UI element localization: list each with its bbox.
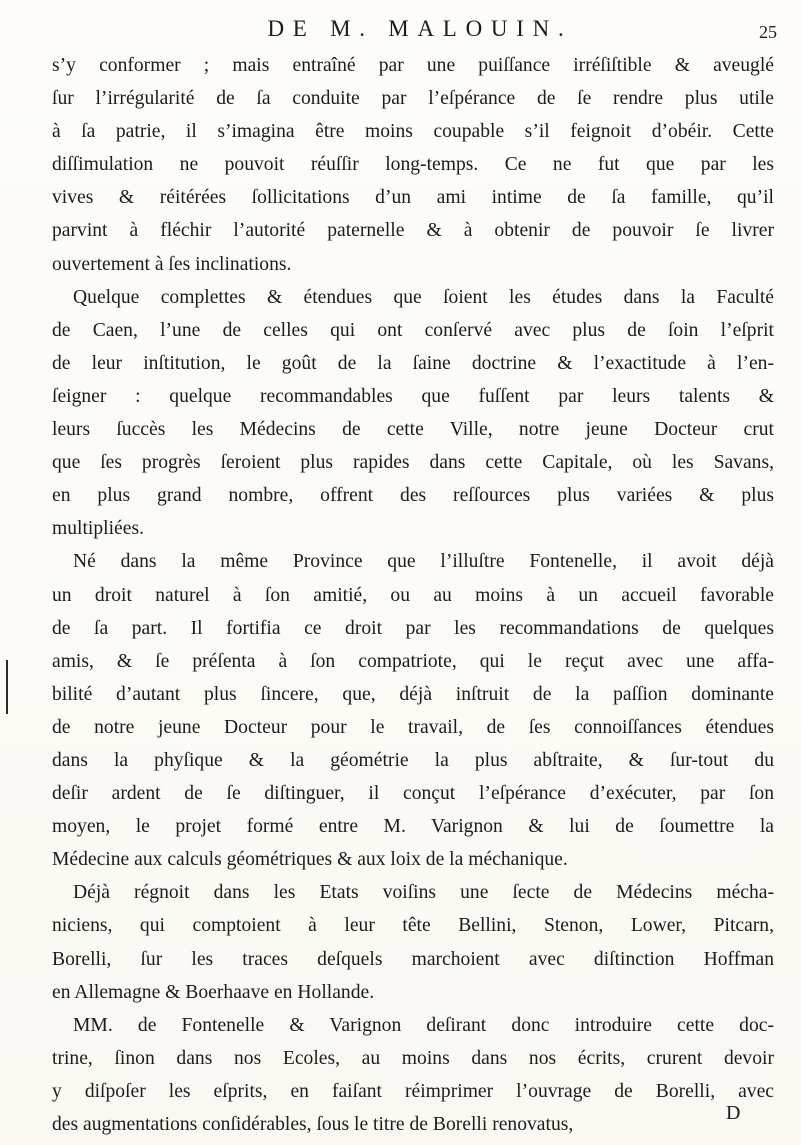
- text-line: un droit naturel à ſon amitié, ou au moins à un accueil favorable: [52, 584, 774, 606]
- body-text: [52, 49, 774, 1141]
- text-line: vives & réitérées ſollicitations d’un ami intime de ſa famille, qu’il: [52, 187, 774, 209]
- text-line: ſur l’irrégularité de ſa conduite par l’eſpérance de ſe rendre plus utile: [52, 88, 774, 110]
- text-line: de leur inſtitution, le goût de la ſaine doctrine & l’exactitude à l’en-: [52, 352, 774, 374]
- text-line: diſſimulation ne pouvoit réuſſir long-temps. Ce ne fut que par les: [52, 154, 774, 176]
- text-line: amis, & ſe préſenta à ſon compatriote, qui le reçut avec une affa-: [52, 650, 774, 672]
- text-line: Médecine aux calculs géométriques & aux loix de la méchanique.: [52, 849, 568, 871]
- text-line: Déjà régnoit dans les Etats voiſins une ſecte de Médecins mécha-: [73, 882, 774, 904]
- text-line: des augmentations conſidérables, ſous le titre de Borelli renovatus,: [52, 1114, 574, 1135]
- text-line: Né dans la même Province que l’illuſtre Fontenelle, il avoit déjà: [73, 551, 774, 573]
- text-line: Borelli, ſur les traces deſquels marchoient avec diſtinction Hoffman: [52, 948, 774, 970]
- text-line: à ſa patrie, il s’imagina être moins coupable s’il feignoit d’obéir. Cette: [52, 121, 774, 143]
- text-line: ouvertement à ſes inclinations.: [52, 253, 292, 275]
- text-line: moyen, le projet formé entre M. Varignon & lui de ſoumettre la: [52, 816, 774, 838]
- text-line: MM. de Fontenelle & Varignon deſirant donc introduire cette doc-: [73, 1014, 774, 1036]
- text-line: parvint à fléchir l’autorité paternelle & à obtenir de pouvoir ſe livrer: [52, 220, 774, 242]
- text-line: en Allemagne & Boerhaave en Hollande.: [52, 981, 375, 1003]
- running-title: DE M. MALOUIN.: [267, 16, 573, 41]
- text-line: niciens, qui comptoient à leur tête Bellini, Stenon, Lower, Pitcarn,: [52, 915, 774, 937]
- text-line: multipliées.: [52, 518, 144, 540]
- text-line: Quelque complettes & étendues que ſoient les études dans la Faculté: [73, 286, 774, 308]
- text-line: leurs ſuccès les Médecins de cette Ville, notre jeune Docteur crut: [52, 419, 774, 441]
- text-line: de notre jeune Docteur pour le travail, de ſes connoiſſances étendues: [52, 716, 774, 738]
- text-line: bilité d’autant plus ſincere, que, déjà inſtruit de la paſſion dominante: [52, 683, 774, 705]
- text-line: s’y conformer ; mais entraîné par une puiſſance irréſiſtible & aveuglé: [52, 55, 774, 76]
- text-line: que ſes progrès ſeroient plus rapides dans cette Capitale, où les Savans,: [52, 452, 774, 474]
- text-line: dans la phyſique & la géométrie la plus abſtraite, & ſur-tout du: [52, 749, 774, 771]
- signature-mark: D: [726, 1102, 741, 1124]
- text-line: ſeigner : quelque recommandables que fuſſent par leurs talents &: [52, 385, 774, 407]
- text-line: en plus grand nombre, offrent des reſſources plus variées & plus: [52, 485, 774, 507]
- text-line: de ſa part. Il fortifia ce droit par les recommandations de quelques: [52, 617, 774, 639]
- text-line: de Caen, l’une de celles qui ont conſervé avec plus de ſoin l’eſprit: [52, 319, 774, 341]
- text-line: deſir ardent de ſe diſtinguer, il conçut l’eſpérance d’exécuter, par ſon: [52, 783, 774, 805]
- text-line: y diſpoſer les eſprits, en faiſant réimprimer l’ouvrage de Borelli, avec: [52, 1080, 774, 1102]
- page-number: 25: [759, 22, 777, 42]
- text-line: trine, ſinon dans nos Ecoles, au moins dans nos écrits, crurent devoir: [52, 1047, 774, 1069]
- margin-bracket: [6, 660, 8, 714]
- running-head: [0, 12, 801, 46]
